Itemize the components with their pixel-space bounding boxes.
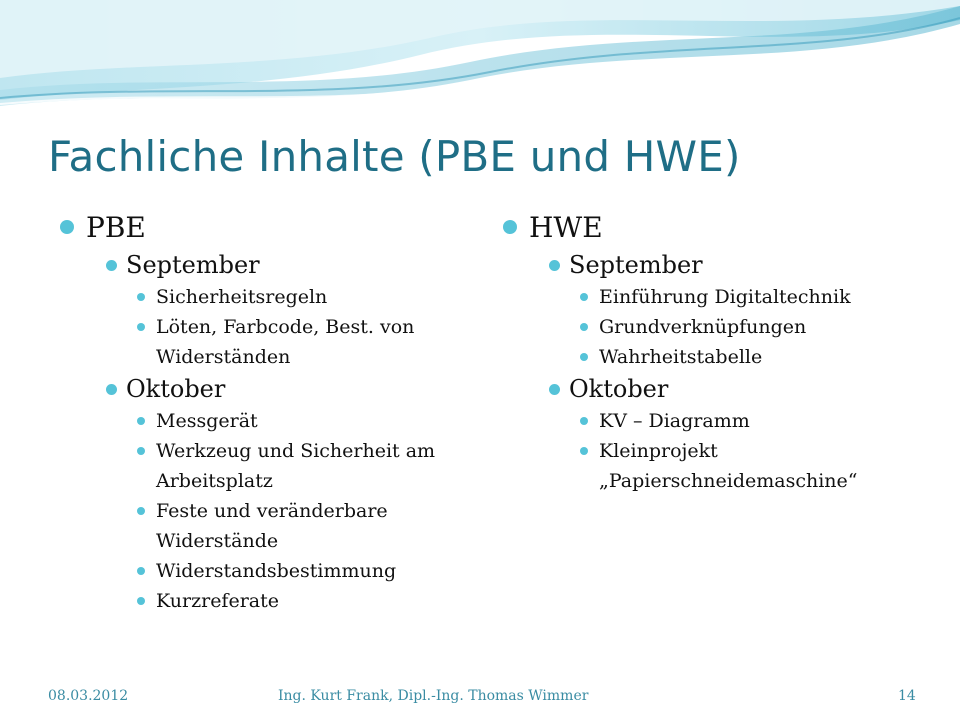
slide-number: 14 <box>898 688 916 704</box>
slide-title: Fachliche Inhalte (PBE und HWE) <box>48 132 741 181</box>
column-heading: HWE <box>529 211 603 244</box>
column-pbe <box>54 208 474 616</box>
list-item: Löten, Farbcode, Best. von Widerständen <box>134 312 474 372</box>
column-heading: PBE <box>86 211 146 244</box>
list-item: Grundverknüpfungen <box>577 312 927 342</box>
bullet-month <box>547 372 927 496</box>
bullet-month <box>104 248 474 372</box>
list-item: Messgerät <box>134 406 474 436</box>
list-item: Kurzreferate <box>134 586 474 616</box>
list-item: Widerstandsbestimmung <box>134 556 474 586</box>
list-item: KV – Diagramm <box>577 406 927 436</box>
list-item: Werkzeug und Sicherheit am Arbeitsplatz <box>134 436 474 496</box>
bullet-hwe <box>497 208 927 496</box>
month-label: Oktober <box>569 375 669 403</box>
footer-author: Ing. Kurt Frank, Dipl.-Ing. Thomas Wimmer <box>278 688 589 704</box>
header-wave-decoration <box>0 0 960 120</box>
list-item: Feste und veränderbare Widerstände <box>134 496 474 556</box>
list-item: Wahrheitstabelle <box>577 342 927 372</box>
bullet-pbe <box>54 208 474 616</box>
month-label: Oktober <box>126 375 226 403</box>
bullet-month <box>547 248 927 372</box>
list-item: Sicherheitsregeln <box>134 282 474 312</box>
list-item: Einführung Digitaltechnik <box>577 282 927 312</box>
list-item: Kleinprojekt „Papierschneidemaschine“ <box>577 436 927 496</box>
month-label: September <box>126 251 260 279</box>
footer-date: 08.03.2012 <box>48 688 129 704</box>
month-label: September <box>569 251 703 279</box>
column-hwe <box>497 208 927 496</box>
bullet-month <box>104 372 474 616</box>
